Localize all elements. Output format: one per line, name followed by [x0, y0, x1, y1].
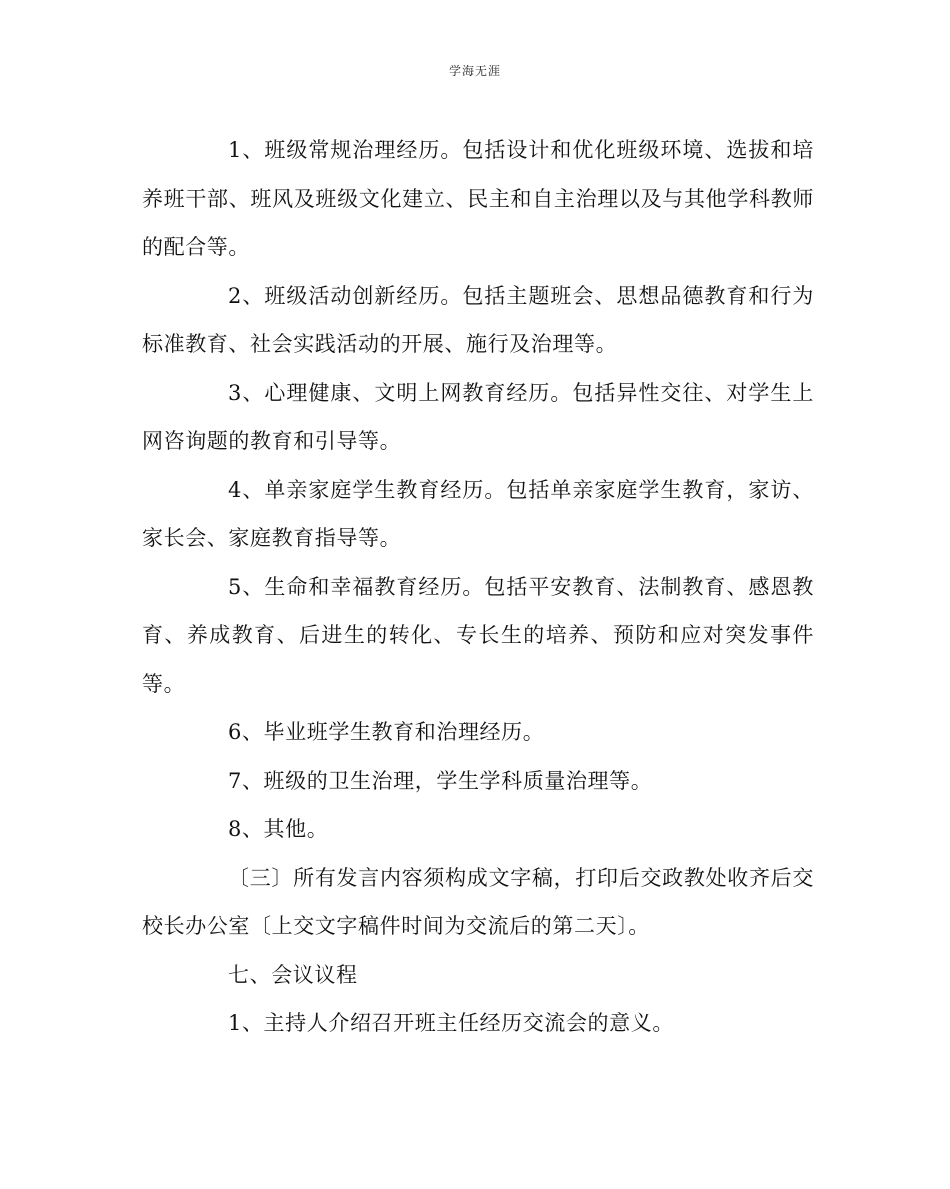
- document-body: [142, 126, 814, 1048]
- paragraph-agenda-item-1: 1、主持人介绍召开班主任经历交流会的意义。: [228, 1011, 674, 1035]
- paragraph-hygiene: 7、班级的卫生治理，学生学科质量治理等。: [228, 768, 653, 793]
- paragraph-life-happiness: 5、生命和幸福教育经历。包括平安教育、法制教育、感恩教育、养成教育、后进生的转化、专长生的培养、预防和应对突发事件等。: [142, 574, 814, 696]
- paragraph-activity-innovation: 2、班级活动创新经历。包括主题班会、思想品德教育和行为标准教育、社会实践活动的开展、施行及治理等。: [142, 283, 814, 356]
- paragraph-graduating-class: 6、毕业班学生教育和治理经历。: [228, 720, 545, 744]
- paragraph-written-speech: 〔三〕所有发言内容须构成文字稿，打印后交政教处收齐后交校长办公室〔上交文字稿件时间为交流后的第二天〕。: [142, 865, 814, 938]
- paragraph-routine-management: 1、班级常规治理经历。包括设计和优化班级环境、选拔和培养班干部、班风及班级文化建立、民主和自主治理以及与其他学科教师的配合等。: [142, 138, 814, 259]
- page-header: 学海无涯: [448, 64, 501, 78]
- paragraph-mental-health: 3、心理健康、文明上网教育经历。包括异性交往、对学生上网咨询题的教育和引导等。: [142, 380, 814, 453]
- paragraph-other: 8、其他。: [228, 817, 329, 841]
- section-heading-agenda: 七、会议议程: [228, 962, 358, 987]
- paragraph-single-parent: 4、单亲家庭学生教育经历。包括单亲家庭学生教育，家访、家长会、家庭教育指导等。: [142, 477, 814, 550]
